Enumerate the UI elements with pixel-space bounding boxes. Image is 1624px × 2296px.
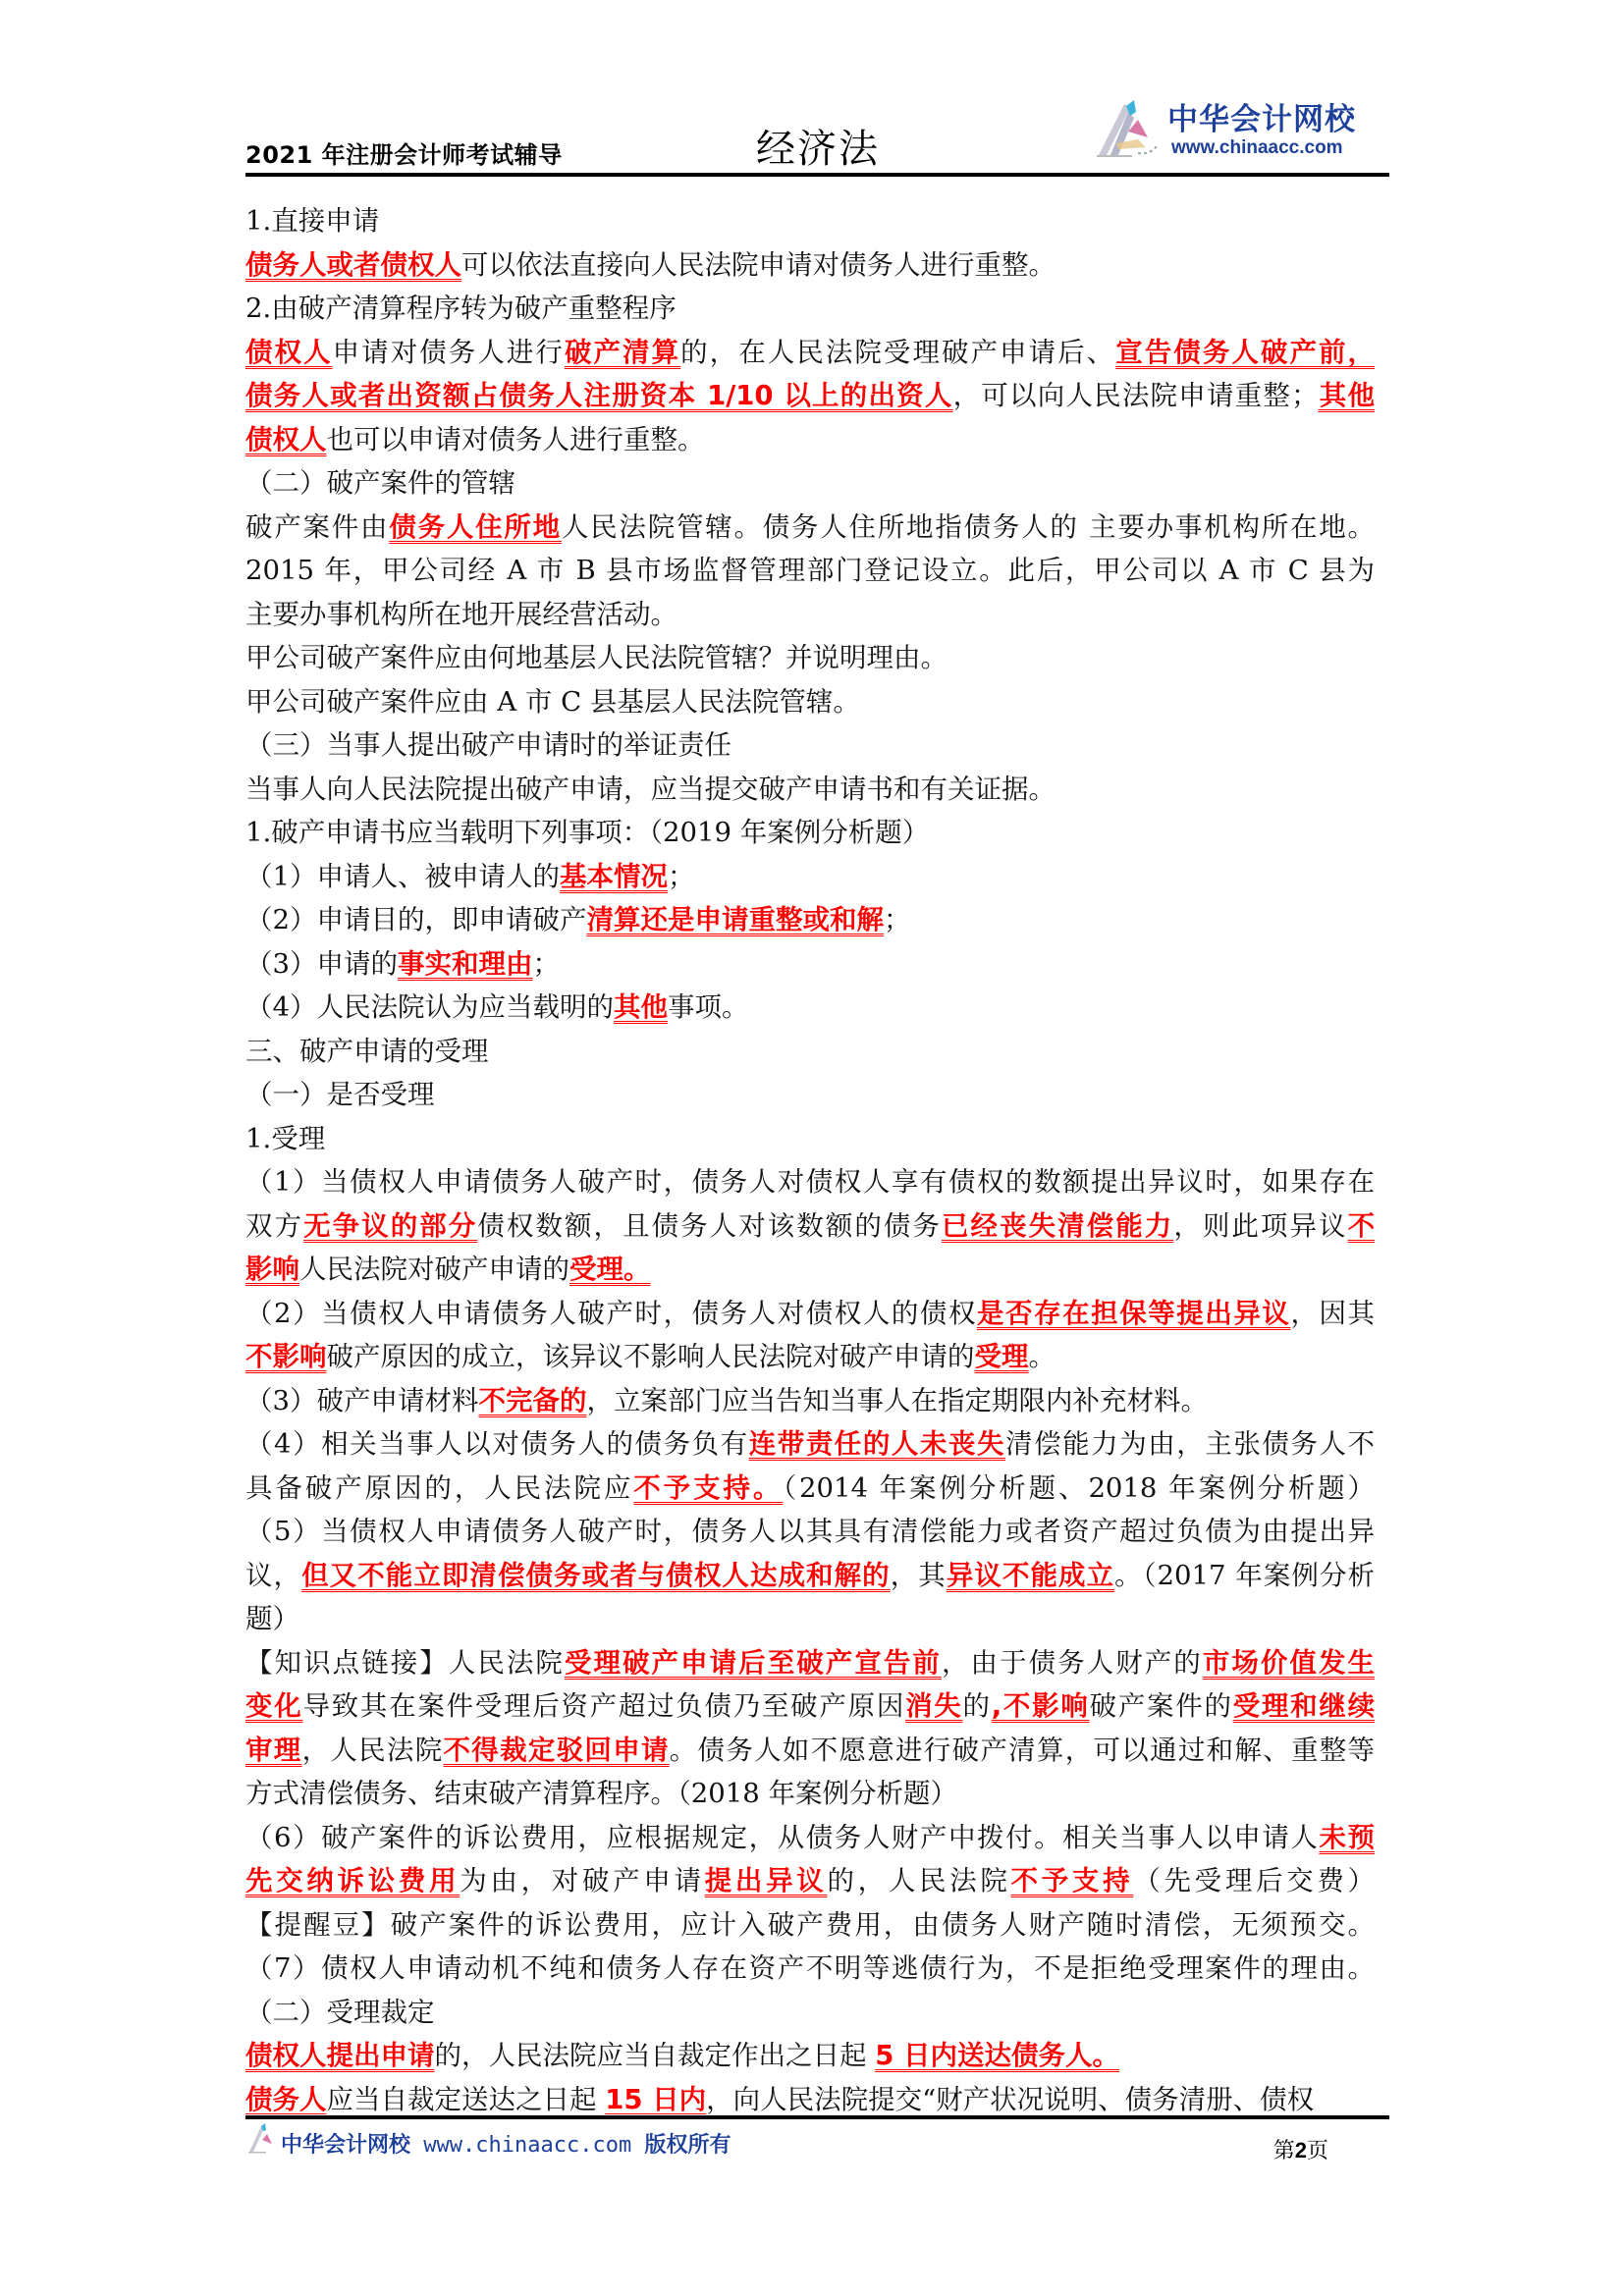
highlighted-keyword: 审理 — [245, 1734, 302, 1766]
body-text: 。 — [1028, 1341, 1056, 1372]
body-text: 【提醒豆】破产案件的诉讼费用，应计入破产费用，由债务人财产随时清偿，无须预交。 — [245, 1908, 1375, 1941]
highlighted-keyword: 事实和理由 — [398, 947, 533, 980]
text-line — [245, 1729, 1375, 1773]
body-text: 具备破产原因的，人民法院应 — [245, 1471, 634, 1504]
body-text: （4）相关当事人以对债务人的债务负有 — [245, 1428, 749, 1460]
page-prefix: 第 — [1272, 2139, 1295, 2163]
text-line — [245, 1160, 1375, 1204]
text-line — [245, 723, 1375, 768]
footer-url: www.chinaacc.com — [410, 2133, 645, 2158]
page-footer — [245, 2122, 1389, 2162]
body-text: 人民法院对破产申请的 — [299, 1254, 569, 1285]
body-text: 也可以申请对债务人进行重整。 — [326, 423, 705, 455]
highlighted-keyword: 异议不能成立 — [946, 1559, 1115, 1591]
text-line — [245, 855, 1375, 899]
footer-brand: 中华会计网校 — [281, 2133, 411, 2158]
chinaacc-logo — [1095, 94, 1389, 163]
body-text: 可以依法直接向人民法院申请对债务人进行重整。 — [461, 248, 1056, 281]
highlighted-keyword: 不完备的 — [478, 1384, 587, 1416]
body-text: 1.直接申请 — [245, 205, 380, 237]
highlighted-keyword: 但又不能立即清偿债务或者与债权人达成和解的 — [301, 1559, 891, 1591]
highlighted-keyword: 其他 — [614, 991, 668, 1023]
text-line — [245, 1422, 1375, 1467]
highlighted-keyword: 5 日内送达债务人。 — [875, 2040, 1119, 2071]
text-line — [245, 1859, 1375, 1903]
text-line — [245, 1292, 1375, 1336]
body-text: 。（2017 年案例分析 — [1114, 1559, 1376, 1591]
text-line — [245, 461, 1375, 506]
highlighted-keyword: 债务人或者债权人 — [245, 248, 461, 281]
highlighted-keyword: 宣告债务人破产前， — [1115, 336, 1376, 368]
highlighted-keyword: 债务人 — [245, 2083, 327, 2115]
page-header — [245, 94, 1389, 179]
text-line — [245, 287, 1375, 331]
page-number — [1273, 2134, 1328, 2164]
logo-url-text: www.chinaacc.com — [1171, 137, 1343, 158]
body-text: 破产案件由 — [245, 510, 390, 543]
text-line — [245, 1030, 1375, 1074]
body-text: ； — [884, 904, 911, 935]
text-line — [245, 418, 1375, 462]
text-line — [245, 1947, 1375, 1991]
highlighted-keyword: ,不影响 — [991, 1690, 1090, 1722]
body-text: （二）破产案件的管辖 — [245, 467, 515, 499]
text-line — [245, 506, 1375, 550]
highlighted-keyword: 不予支持。 — [633, 1471, 784, 1504]
text-line — [245, 1991, 1375, 2035]
body-text: （3）破产申请材料 — [245, 1384, 479, 1416]
body-text: 申请对债务人进行 — [332, 336, 565, 368]
text-line — [245, 1554, 1375, 1598]
text-line — [245, 593, 1375, 637]
body-text: （2）当债权人申请债务人破产时，债务人对债权人的债权 — [245, 1297, 977, 1329]
highlighted-keyword: 债务人住所地 — [389, 510, 562, 543]
text-line — [245, 1248, 1375, 1292]
text-line — [245, 1335, 1375, 1379]
footer-copyright — [281, 2128, 731, 2159]
body-text: （二）受理裁定 — [245, 1996, 435, 2028]
text-line — [245, 898, 1375, 942]
text-line — [245, 1117, 1375, 1161]
body-text: ，向人民法院提交“财产状况说明、债务清册、债权 — [706, 2083, 1315, 2115]
page-suffix: 页 — [1306, 2139, 1328, 2163]
highlighted-keyword: 受理破产申请后至破产宣告前 — [564, 1646, 942, 1679]
highlighted-keyword: 其他 — [1318, 380, 1376, 411]
footer-rights: 版权所有 — [644, 2133, 731, 2158]
highlighted-keyword: 15 日内 — [605, 2083, 707, 2115]
body-text: ，人民法院 — [301, 1734, 444, 1766]
highlighted-keyword: 债务人或者出资额占债务人注册资本 1/10 以上的出资人 — [245, 380, 953, 411]
body-text: ，由于债务人财产的 — [941, 1646, 1203, 1679]
body-text: ； — [532, 947, 560, 980]
body-text: 议， — [245, 1559, 302, 1591]
highlighted-keyword: 债权人 — [245, 336, 333, 368]
text-line — [245, 1641, 1375, 1685]
text-line — [245, 2034, 1375, 2078]
body-text: 1.受理 — [245, 1122, 326, 1154]
text-line — [245, 199, 1375, 243]
body-text: 。债务人如不愿意进行破产清算，可以通过和解、重整等 — [669, 1734, 1376, 1766]
body-text: 为由，对破产申请 — [460, 1865, 705, 1896]
triangle-logo-icon — [1095, 98, 1164, 161]
highlighted-keyword: 是否存在担保等提出异议 — [977, 1297, 1291, 1329]
highlighted-keyword: 基本情况 — [560, 860, 668, 892]
text-line — [245, 1467, 1375, 1511]
body-text: 清偿能力为由，主张债务人不 — [1005, 1428, 1376, 1460]
text-line — [245, 1073, 1375, 1117]
highlighted-keyword: 市场价值发生 — [1202, 1646, 1376, 1679]
highlighted-keyword: 影响 — [245, 1254, 299, 1285]
text-line — [245, 1684, 1375, 1729]
body-text: 【知识点链接】人民法院 — [245, 1646, 565, 1679]
body-text: （一）是否受理 — [245, 1079, 435, 1110]
highlighted-keyword: 破产清算 — [564, 336, 681, 368]
body-text: 2015 年，甲公司经 A 市 B 县市场监督管理部门登记设立。此后，甲公司以 A 市 C 县为 — [245, 555, 1375, 586]
body-text: 题） — [245, 1603, 299, 1634]
body-text: ，其 — [890, 1559, 947, 1591]
body-text: 导致其在案件受理后资产超过负债乃至破产原因 — [302, 1690, 906, 1722]
body-text: （先受理后交费） — [1133, 1865, 1376, 1896]
body-text: 主要办事机构所在地开展经营活动。 — [245, 598, 677, 630]
text-line — [245, 986, 1375, 1030]
highlighted-keyword: 受理和继续 — [1232, 1690, 1376, 1722]
text-line — [245, 549, 1375, 593]
body-text: （2014 年案例分析题、2018 年案例分析题） — [783, 1471, 1376, 1504]
highlighted-keyword: 受理 — [974, 1341, 1029, 1372]
footer-divider — [245, 2115, 1389, 2119]
body-text: 人民法院管辖。债务人住所地指债务人的 主要办事机构所在地。 — [561, 510, 1376, 543]
text-line — [245, 1903, 1375, 1948]
text-line — [245, 331, 1375, 375]
highlighted-keyword: 消失 — [905, 1690, 963, 1722]
highlighted-keyword: 未预 — [1319, 1821, 1376, 1853]
body-text: 方式清偿债务、结束破产清算程序。（2018 年案例分析题） — [245, 1778, 957, 1809]
body-text: （7）债权人申请动机不纯和债务人存在资产不明等逃债行为，不是拒绝受理案件的理由。 — [245, 1952, 1375, 1984]
triangle-logo-icon — [247, 2122, 277, 2156]
body-text: 应当自裁定送达之日起 — [326, 2083, 606, 2115]
highlighted-keyword: 已经丧失清偿能力 — [941, 1209, 1174, 1242]
text-line — [245, 811, 1375, 855]
highlighted-keyword: 先交纳诉讼费用 — [245, 1865, 460, 1896]
body-text: 破产原因的成立，该异议不影响人民法院对破产申请的 — [326, 1341, 975, 1372]
body-text: 债权数额，且债务人对该数额的债务 — [477, 1209, 942, 1242]
body-text: ，则此项异议 — [1173, 1209, 1348, 1242]
body-text: 双方 — [245, 1209, 304, 1242]
page-number-value: 2 — [1294, 2138, 1307, 2163]
highlighted-keyword: 债权人提出申请 — [245, 2040, 435, 2071]
body-text: ； — [668, 860, 695, 892]
body-text: ，因其 — [1290, 1297, 1376, 1329]
body-text: 三、破产申请的受理 — [245, 1035, 489, 1067]
text-line — [245, 942, 1375, 987]
body-text: 甲公司破产案件应由 A 市 C 县基层人民法院管辖。 — [245, 685, 860, 718]
body-text: 破产案件的 — [1089, 1690, 1233, 1722]
body-text: （2）申请目的，即申请破产 — [245, 904, 587, 935]
body-text: 甲公司破产案件应由何地基层人民法院管辖？并说明理由。 — [245, 642, 947, 673]
body-text: （6）破产案件的诉讼费用，应根据规定，从债务人财产中拨付。相关当事人以申请人 — [245, 1821, 1320, 1853]
body-text: ，可以向人民法院申请重整； — [952, 380, 1319, 411]
body-text: ，立案部门应当告知当事人在指定期限内补充材料。 — [586, 1384, 1208, 1416]
subject-title: 经济法 — [756, 127, 880, 172]
text-line — [245, 680, 1375, 724]
highlighted-keyword: 债权人 — [245, 423, 327, 455]
highlighted-keyword: 不得裁定驳回申请 — [443, 1734, 670, 1766]
highlighted-keyword: 不影响 — [245, 1341, 327, 1372]
header-divider — [245, 173, 1389, 177]
text-line — [245, 1204, 1375, 1249]
body-text: （5）当债权人申请债务人破产时，债务人以其具有清偿能力或者资产超过负债为由提出异 — [245, 1516, 1375, 1547]
text-line — [245, 1816, 1375, 1860]
highlighted-keyword: 受理。 — [569, 1254, 651, 1285]
logo-brand-text: 中华会计网校 — [1167, 102, 1356, 137]
body-text: 的 — [962, 1690, 992, 1722]
document-body — [245, 199, 1389, 2121]
body-text: （3）申请的 — [245, 947, 398, 980]
text-line — [245, 1379, 1375, 1423]
text-line — [245, 243, 1375, 288]
body-text: 的，在人民法院受理破产申请后、 — [680, 336, 1116, 368]
highlighted-keyword: 不 — [1347, 1209, 1376, 1242]
text-line — [245, 1772, 1375, 1816]
highlighted-keyword: 变化 — [245, 1690, 303, 1722]
highlighted-keyword: 清算还是申请重整或和解 — [586, 904, 884, 935]
highlighted-keyword: 连带责任的人未丧失 — [748, 1428, 1006, 1460]
course-title: 2021 年注册会计师考试辅导 — [245, 141, 563, 169]
highlighted-keyword: 不予支持 — [1010, 1865, 1134, 1896]
body-text: 1.破产申请书应当载明下列事项：（2019 年案例分析题） — [245, 817, 930, 848]
body-text: 的，人民法院 — [827, 1865, 1011, 1896]
highlighted-keyword: 无争议的部分 — [303, 1209, 478, 1242]
body-text: （1）当债权人申请债务人破产时，债务人对债权人享有债权的数额提出异议时，如果存在 — [245, 1166, 1375, 1198]
text-line — [245, 1510, 1375, 1554]
body-text: 事项。 — [668, 991, 749, 1023]
body-text: （三）当事人提出破产申请时的举证责任 — [245, 729, 731, 761]
highlighted-keyword: 提出异议 — [704, 1865, 828, 1896]
body-text: 2.由破产清算程序转为破产重整程序 — [245, 293, 677, 324]
body-text: （4）人民法院认为应当载明的 — [245, 991, 614, 1023]
body-text: 的，人民法院应当自裁定作出之日起 — [434, 2040, 876, 2071]
body-text: 当事人向人民法院提出破产申请，应当提交破产申请书和有关证据。 — [245, 773, 1056, 805]
text-line — [245, 1597, 1375, 1641]
body-text: （1）申请人、被申请人的 — [245, 860, 560, 892]
text-line — [245, 768, 1375, 812]
text-line — [245, 374, 1375, 418]
text-line — [245, 636, 1375, 680]
